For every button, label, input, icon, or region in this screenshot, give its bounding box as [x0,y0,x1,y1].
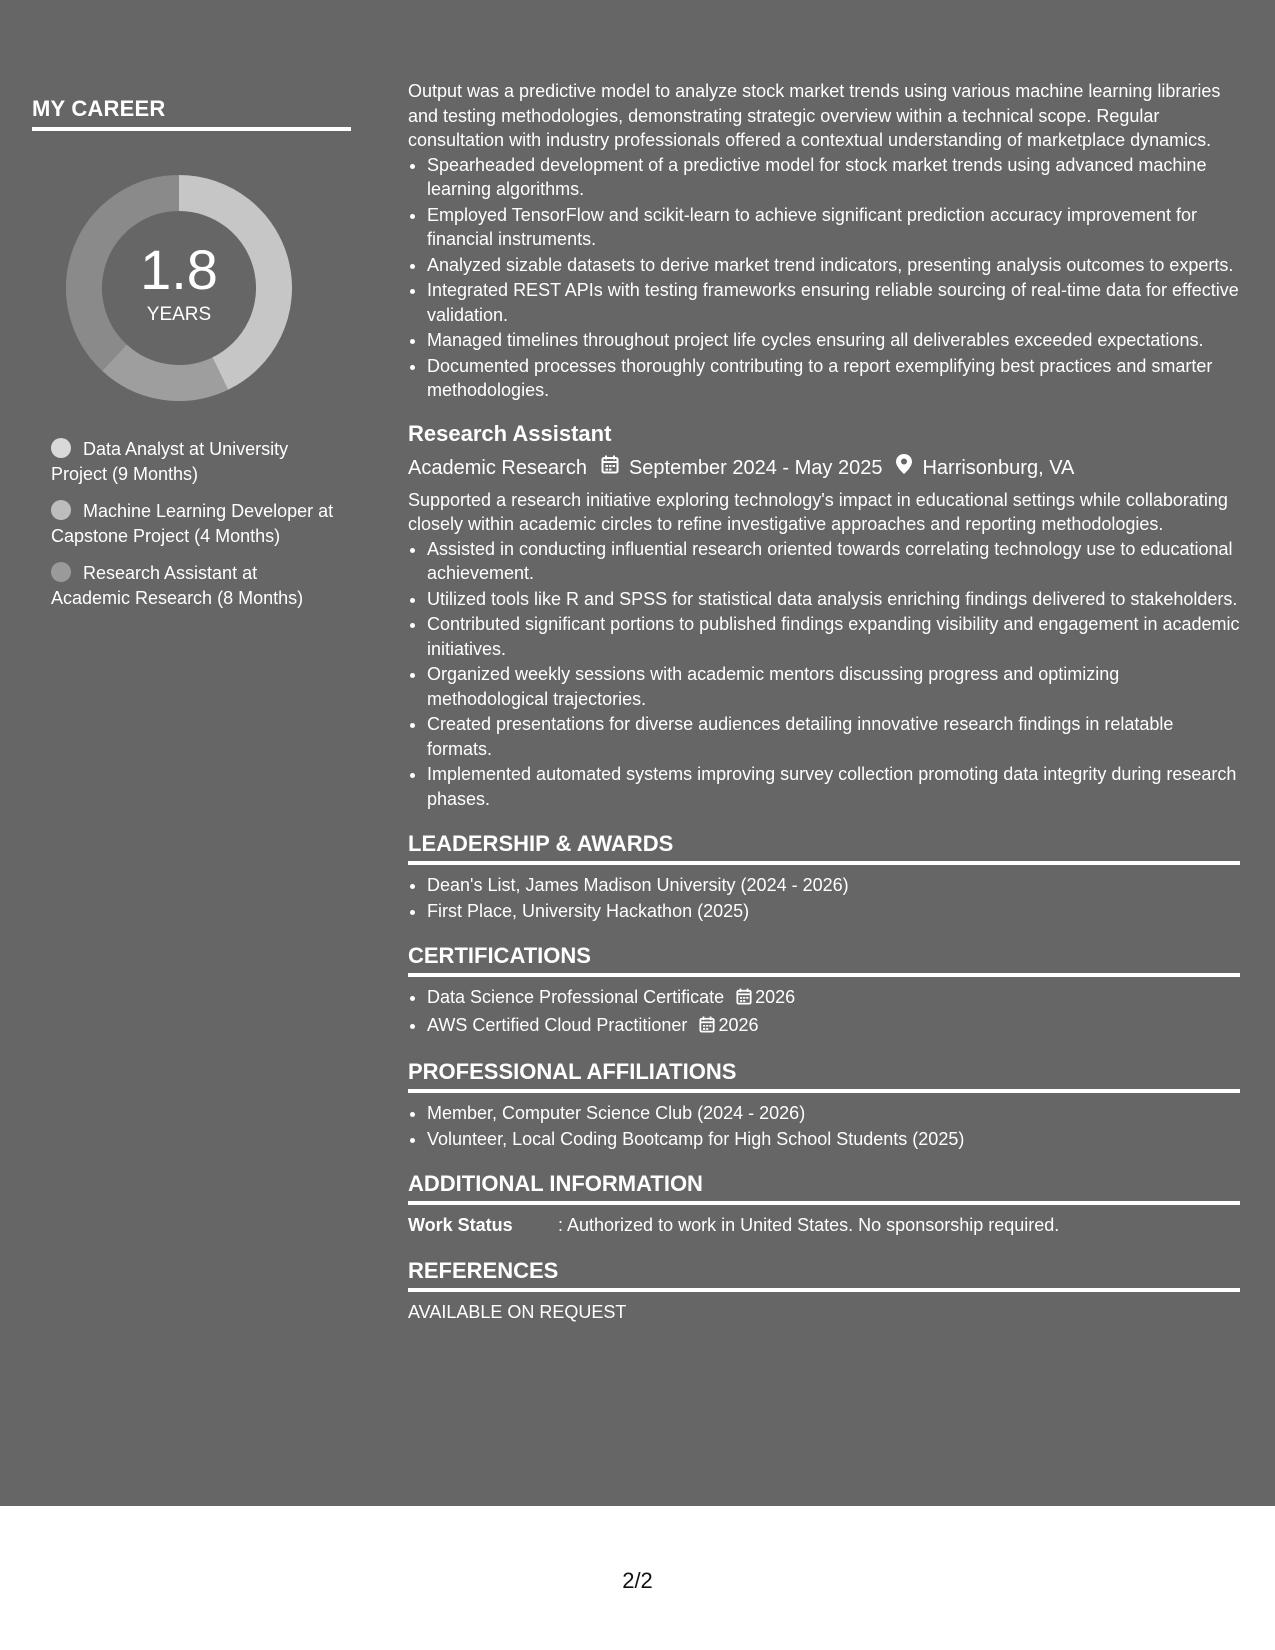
list-item: • Utilized tools like R and SPSS for statistical data analysis enriching findings delivered to stakeholders. [427,587,1240,612]
list-item: • Assisted in conducting influential research oriented towards correlating technology use to educational achievement. [427,537,1240,586]
page-number: 2/2 [622,1568,653,1593]
list-item: • Contributed significant portions to published findings expanding visibility and engagement in academic initiatives. [427,612,1240,661]
additional-info-title: ADDITIONAL INFORMATION [408,1169,1240,1205]
certification-year: 2026 [755,987,796,1007]
career-legend-label: Research Assistant at Academic Research (8 Months) [51,563,304,608]
legend-dot [51,562,71,582]
job2-dates: September 2024 - May 2025 [628,456,883,479]
career-sidebar [32,96,351,623]
affiliations-list [408,1101,1240,1151]
list-item: • Analyzed sizable datasets to derive market trend indicators, presenting analysis outcomes to experts. [427,253,1240,278]
work-status-value: : Authorized to work in United States. No sponsorship required. [558,1215,1060,1235]
leadership-list [408,873,1240,923]
career-legend-label: Data Analyst at University Project (9 Months) [51,439,289,484]
certification-name: Data Science Professional Certificate [427,987,725,1007]
career-legend-item [51,561,336,611]
certification-name: AWS Certified Cloud Practitioner [427,1014,688,1035]
list-item: • Member, Computer Science Club (2024 - 2026) [427,1101,1240,1126]
job2-summary: Supported a research initiative exploring technology's impact in educational settings while collaborating closely within academic circles to refine investigative approaches and reporting methodologies. [408,489,1228,534]
career-legend [51,437,351,611]
calendar-icon [699,1015,715,1040]
job2-org: Academic Research [408,456,587,479]
list-item: • Implemented automated systems improving survey collection promoting data integrity during research phases. [427,762,1240,811]
career-donut-chart [66,175,292,401]
work-status-label: Work Status [408,1215,513,1235]
main-content [408,79,1240,1324]
legend-dot [51,500,71,520]
certification-year: 2026 [718,1014,759,1035]
job2-title: Research Assistant [408,420,612,446]
list-item: • Spearheaded development of a predictive model for stock market trends using advanced machine learning algorithms. [427,153,1240,202]
career-legend-item [51,437,336,487]
list-item: • Managed timelines throughout project life cycles ensuring all deliverables exceeded expectations. [427,328,1240,353]
job2-bullets [408,537,1240,812]
certification-item [427,1013,1240,1040]
job2-meta [408,454,1240,482]
legend-dot [51,438,71,458]
career-years-value: 1.8 [140,238,218,301]
certifications-list [408,985,1240,1039]
list-item: • Documented processes thoroughly contributing to a report exemplifying best practices and smarter methodologies. [427,354,1240,403]
references-text: AVAILABLE ON REQUEST [408,1301,627,1322]
list-item: • Integrated REST APIs with testing frameworks ensuring reliable sourcing of real-time data for effective validation. [427,278,1240,327]
list-item: • First Place, University Hackathon (2025) [427,899,1240,924]
list-item: • Created presentations for diverse audiences detailing innovative research findings in relatable formats. [427,712,1240,761]
list-item: • Organized weekly sessions with academic mentors discussing progress and optimizing methodological trajectories. [427,662,1240,711]
list-item: • Volunteer, Local Coding Bootcamp for High School Students (2025) [427,1127,1240,1152]
career-legend-item [51,499,336,549]
work-status-row [408,1213,1240,1238]
references-title: REFERENCES [408,1256,1240,1292]
location-pin-icon [896,454,912,482]
certifications-title: CERTIFICATIONS [408,941,1240,977]
certification-item [427,985,1240,1012]
job1-bullets [408,153,1240,403]
calendar-icon [601,454,619,482]
leadership-title: LEADERSHIP & AWARDS [408,829,1240,865]
career-section-title: MY CAREER [32,96,351,131]
affiliations-title: PROFESSIONAL AFFILIATIONS [408,1057,1240,1093]
career-legend-label: Machine Learning Developer at Capstone Project (4 Months) [51,501,334,546]
job2-location: Harrisonburg, VA [922,456,1075,479]
calendar-icon [736,987,752,1012]
list-item: • Employed TensorFlow and scikit-learn to achieve significant prediction accuracy improvement for financial instruments. [427,203,1240,252]
job1-summary: Output was a predictive model to analyze stock market trends using various machine learning libraries and testing methodologies, demonstrating strategic overview within a technical scope. Regular consultation with industry professionals offered a contextual understanding of marketplace dynamics. [408,81,1221,150]
career-years-unit: YEARS [146,304,212,325]
list-item: • Dean's List, James Madison University (2024 - 2026) [427,873,1240,898]
